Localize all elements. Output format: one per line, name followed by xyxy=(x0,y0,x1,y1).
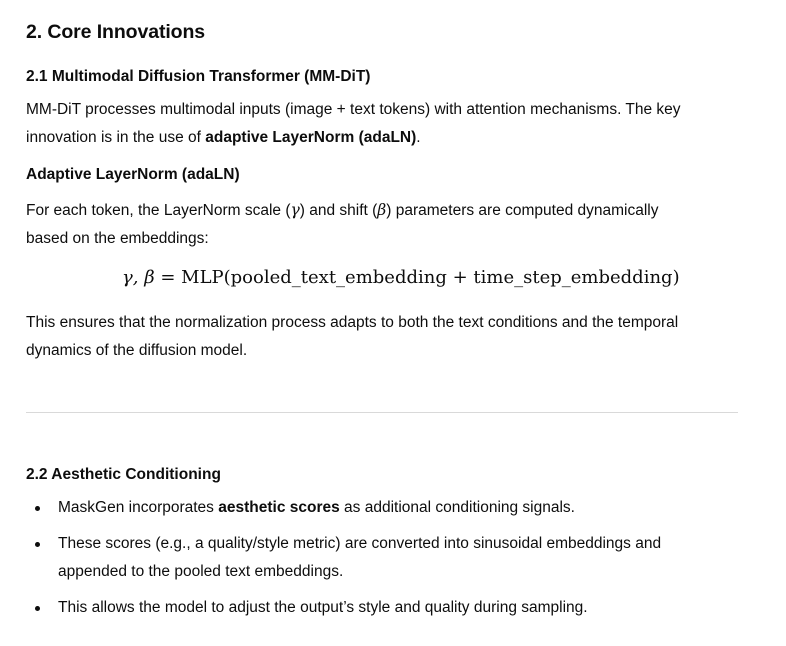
mm-dit-paragraph xyxy=(26,96,746,152)
horizontal-divider xyxy=(26,412,738,413)
equation-equals: = xyxy=(154,267,182,288)
list-item xyxy=(26,494,746,522)
adaln-bold-term: adaptive LayerNorm (adaLN) xyxy=(205,129,417,146)
aesthetic-bullet-list xyxy=(26,494,746,622)
closing-paragraph-line2: dynamics of the diffusion model. xyxy=(26,342,248,359)
bullet-dot-icon xyxy=(35,542,40,547)
section-title: 2. Core Innovations xyxy=(26,21,206,43)
list-item xyxy=(26,530,746,586)
bullet-dot-icon xyxy=(35,606,40,611)
adaln-paragraph-line2: based on the embeddings: xyxy=(26,230,209,247)
closing-paragraph-line1: This ensures that the normalization process adapts to both the text conditions and the temporal xyxy=(26,314,679,331)
equation-lhs: γ, β xyxy=(122,267,155,288)
adaln-heading: Adaptive LayerNorm (adaLN) xyxy=(26,166,240,183)
gamma-symbol: γ xyxy=(290,201,300,219)
subsection-title-mm-dit: 2.1 Multimodal Diffusion Transformer (MM-DiT) xyxy=(26,68,371,85)
list-item xyxy=(26,594,746,622)
closing-paragraph xyxy=(26,309,746,365)
bullet-1-pre: MaskGen incorporates xyxy=(58,499,219,516)
bullet-1-post: as additional conditioning signals. xyxy=(339,499,575,516)
bullet-2-line2: appended to the pooled text embeddings. xyxy=(58,563,344,580)
adaln-paragraph-part-b: ) and shift ( xyxy=(299,202,378,219)
adaln-equation xyxy=(122,264,682,292)
adaln-paragraph-part-c: ) parameters are computed dynamically xyxy=(386,202,659,219)
subsection-title-aesthetic: 2.2 Aesthetic Conditioning xyxy=(26,466,221,483)
beta-symbol: β xyxy=(377,201,387,219)
adaln-paragraph-part-a: For each token, the LayerNorm scale ( xyxy=(26,202,291,219)
equation-rhs: MLP(pooled_text_embedding + time_step_embedding) xyxy=(181,267,680,288)
bullet-dot-icon xyxy=(35,506,40,511)
bullet-3-text: This allows the model to adjust the output’s style and quality during sampling. xyxy=(58,599,588,616)
adaln-paragraph xyxy=(26,196,746,253)
aesthetic-scores-bold-term: aesthetic scores xyxy=(218,499,340,516)
mm-dit-paragraph-line2-pre: innovation is in the use of xyxy=(26,129,206,146)
bullet-2-line1: These scores (e.g., a quality/style metric) are converted into sinusoidal embeddings and xyxy=(58,535,662,552)
mm-dit-paragraph-line2-post: . xyxy=(416,129,421,146)
mm-dit-paragraph-line1: MM-DiT processes multimodal inputs (image + text tokens) with attention mechanisms. The key xyxy=(26,101,681,118)
